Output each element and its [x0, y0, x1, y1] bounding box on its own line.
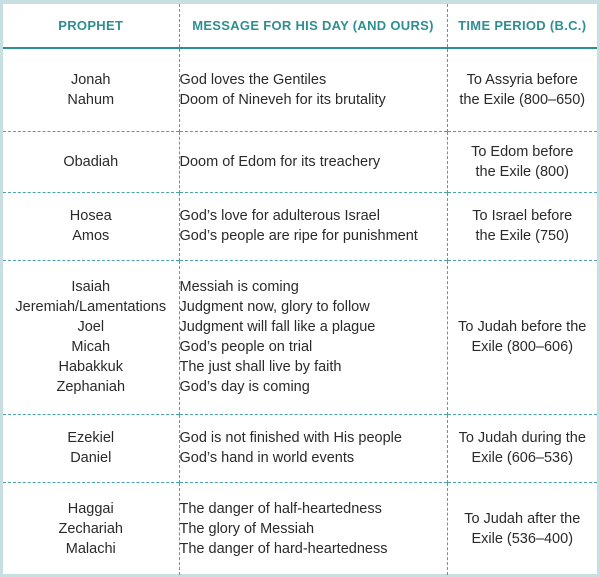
prophet-cell — [3, 192, 179, 260]
prophet-name: Zechariah — [58, 520, 123, 537]
time-period-text: Exile (800–606) — [471, 339, 574, 355]
table-row — [3, 48, 597, 131]
header-time-period: TIME PERIOD (B.C.) — [447, 4, 597, 48]
message-cell — [179, 131, 447, 192]
prophet-name: Nahum — [67, 91, 115, 108]
time-period-text: To Edom before — [471, 143, 574, 160]
prophet-name: Jonah — [70, 71, 111, 88]
time-period-text: To Assyria before — [466, 71, 578, 88]
prophet-name: Joel — [77, 319, 105, 335]
time-period-cell — [447, 482, 597, 575]
time-period-cell — [447, 192, 597, 260]
header-prophet: PROPHET — [3, 4, 179, 48]
table-row — [3, 260, 597, 414]
time-period-text: the Exile (750) — [475, 228, 569, 244]
message-text: God is not finished with His people — [179, 430, 402, 446]
prophet-name: Hosea — [69, 208, 112, 224]
time-period-text: Exile (536–400) — [471, 530, 574, 547]
time-period-text: Exile (606–536) — [471, 450, 574, 466]
message-text: God’s people are ripe for punishment — [179, 228, 418, 244]
prophet-name: Malachi — [65, 540, 116, 557]
prophet-name: Ezekiel — [67, 430, 115, 446]
message-text: Messiah is coming — [179, 279, 299, 295]
time-period-cell — [447, 48, 597, 131]
message-text: God’s hand in world events — [179, 450, 355, 466]
message-cell — [179, 48, 447, 131]
prophet-cell — [3, 414, 179, 482]
time-period-cell — [447, 260, 597, 414]
time-period-text: To Israel before — [472, 208, 573, 224]
message-text: God loves the Gentiles — [179, 71, 327, 88]
table-row — [3, 482, 597, 575]
message-text: The danger of half-heartedness — [179, 500, 382, 517]
prophet-cell — [3, 482, 179, 575]
message-cell — [179, 192, 447, 260]
prophet-name: Isaiah — [71, 279, 111, 295]
time-period-text: the Exile (800) — [475, 163, 569, 180]
prophet-name: Obadiah — [63, 153, 119, 170]
prophet-name: Zephaniah — [56, 379, 126, 395]
message-text: Doom of Nineveh for its brutality — [179, 91, 386, 108]
message-text: Judgment will fall like a plague — [179, 319, 376, 335]
table-row — [3, 414, 597, 482]
message-text: God’s people on trial — [179, 339, 313, 355]
prophet-name: Habakkuk — [58, 359, 123, 375]
table-row — [3, 131, 597, 192]
time-period-cell — [447, 414, 597, 482]
message-cell — [179, 482, 447, 575]
message-text: The danger of hard-heartedness — [179, 540, 388, 557]
prophet-cell — [3, 48, 179, 131]
message-cell — [179, 414, 447, 482]
table-header-row — [3, 4, 597, 48]
table-row — [3, 192, 597, 260]
prophet-name: Daniel — [70, 450, 112, 466]
message-text: God’s day is coming — [179, 379, 310, 395]
message-text: The just shall live by faith — [179, 359, 342, 375]
message-text: The glory of Messiah — [179, 520, 315, 537]
prophet-name: Amos — [72, 228, 110, 244]
prophet-name: Micah — [71, 339, 111, 355]
message-text: God’s love for adulterous Israel — [179, 208, 380, 224]
prophet-cell — [3, 260, 179, 414]
time-period-text: To Judah during the — [458, 430, 586, 446]
prophet-name: Haggai — [67, 500, 114, 517]
message-cell — [179, 260, 447, 414]
message-text: Doom of Edom for its treachery — [179, 153, 381, 170]
time-period-cell — [447, 131, 597, 192]
time-period-text: To Judah before the — [458, 319, 587, 335]
time-period-text: To Judah after the — [464, 510, 581, 527]
message-text: Judgment now, glory to follow — [179, 299, 370, 315]
header-message: MESSAGE FOR HIS DAY (AND OURS) — [179, 4, 447, 48]
prophet-name: Jeremiah/Lamentations — [15, 299, 167, 315]
prophet-cell — [3, 131, 179, 192]
prophets-table — [3, 4, 597, 575]
time-period-text: the Exile (800–650) — [459, 91, 586, 108]
